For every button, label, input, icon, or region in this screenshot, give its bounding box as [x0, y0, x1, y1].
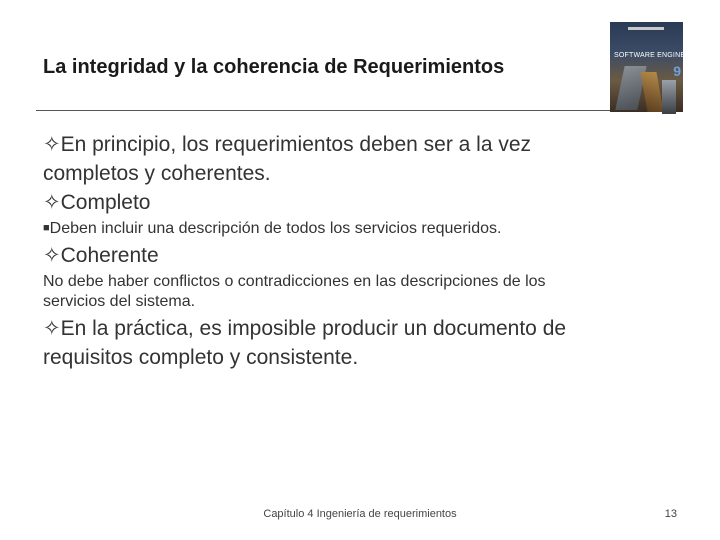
diamond-bullet-icon: ✧	[43, 191, 61, 214]
bullet-3-text: Coherente	[60, 244, 159, 267]
paragraph-line-1: No debe haber conflictos o contradicciones en las descripciones de los	[43, 273, 546, 290]
cover-title: SOFTWARE ENGINEERING	[614, 52, 709, 59]
sub-bullet-1-text: Deben incluir una descripción de todos los servicios requeridos.	[49, 220, 502, 237]
cover-top-strip	[628, 27, 664, 30]
paragraph-line-2: servicios del sistema.	[43, 293, 196, 310]
diamond-bullet-icon: ✧	[43, 317, 61, 340]
title-divider	[36, 110, 612, 111]
bullet-4	[43, 314, 683, 343]
sub-bullet-1	[43, 218, 683, 239]
bullet-2	[43, 188, 683, 217]
cover-building-right	[662, 80, 676, 114]
book-cover-image	[610, 22, 709, 112]
diamond-bullet-icon: ✧	[43, 244, 61, 267]
slide-title: La integridad y la coherencia de Requerimientos	[43, 56, 505, 78]
bullet-1-text-line1: En principio, los requerimientos deben ser a la vez	[60, 133, 532, 156]
cover-building-mid	[640, 72, 663, 112]
bullet-3	[43, 241, 683, 270]
bullet-4-text-line1: En la práctica, es imposible producir un documento de	[60, 317, 567, 340]
footer-chapter: Capítulo 4 Ingeniería de requerimientos	[263, 508, 457, 520]
slide-body	[43, 130, 683, 372]
diamond-bullet-icon: ✧	[43, 133, 61, 156]
footer-page-number: 13	[664, 508, 677, 520]
bullet-1-continuation: completos y coherentes.	[43, 162, 271, 185]
cover-edition: 9	[673, 63, 681, 79]
square-bullet-icon: ■	[43, 222, 50, 234]
bullet-2-text: Completo	[60, 191, 151, 214]
bullet-1	[43, 130, 683, 159]
bullet-4-continuation: requisitos completo y consistente.	[43, 346, 359, 369]
